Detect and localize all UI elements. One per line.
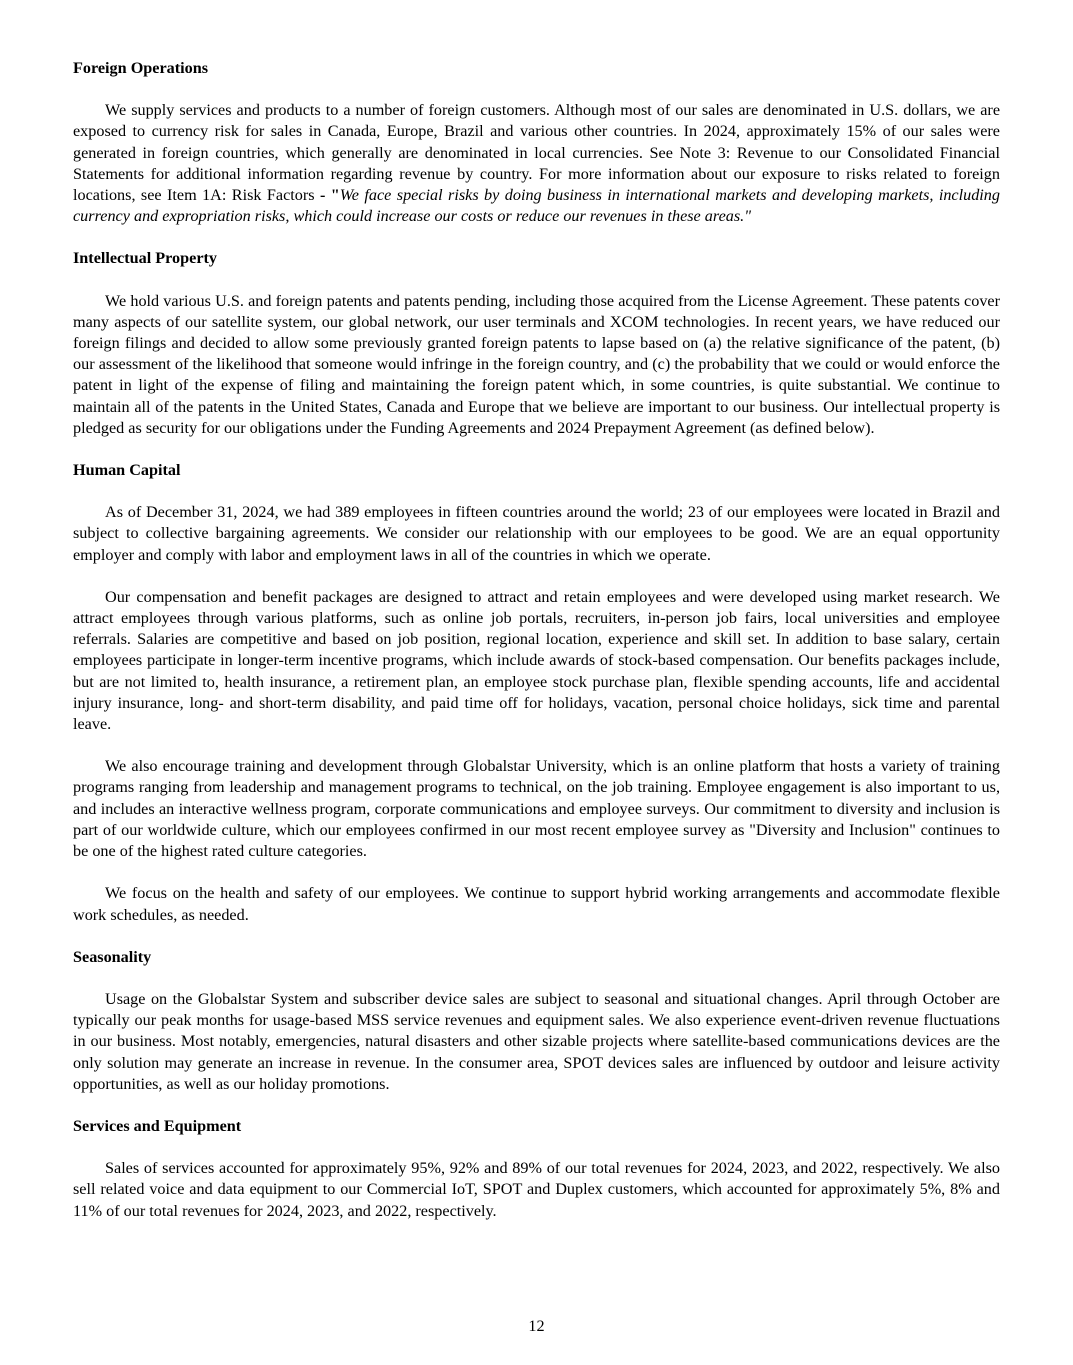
section-heading: Human Capital [73,461,181,480]
quote-separator: - " [314,186,340,205]
section-heading: Seasonality [73,947,152,966]
section-human-capital [73,460,1000,926]
paragraph: Our compensation and benefit packages are designed to attract and retain employees and were developed using market research. We attract employees through various platforms, such as online job portals, recruiters, in-person job fairs, local universities and employee referrals. Salaries are competitive and based on job position, regional location, experience and skill set. In addition to base salary, certain employees participate in longer-term incentive programs, which include awards of stock-based compensation. Our benefits packages include, but are not limited to, health insurance, a retirement plan, an employee stock purchase plan, flexible spending accounts, life and accidental injury insurance, long- and short-term disability, and paid time off for holidays, vacation, personal choice holidays, sick time and parental leave. [73,587,1000,734]
section-heading: Services and Equipment [73,1116,242,1135]
paragraph-text: We supply services and products to a number of foreign customers. Although most of our sales are denominated in U.S. dollars, we are exposed to currency risk for sales in Canada, Europe, Brazil and various other countries. In 2024, approximately 15% of our sales were generated in foreign countries, which generally are denominated in local currencies. See Note 3: Revenue to our Consolidated Financial Statements for additional information regarding revenue by country. For more information about our exposure to risks related to foreign locations, see Item 1A: Risk Factors [73,101,1000,205]
section-foreign-operations [73,58,1000,227]
section-seasonality [73,947,1000,1095]
paragraph: We hold various U.S. and foreign patents and patents pending, including those acquired from the License Agreement. These patents cover many aspects of our satellite system, our global network, our user terminals and XCOM technologies. In recent years, we have reduced our foreign filings and decided to allow some previously granted foreign patents to lapse based on (a) the relative significance of the patent, (b) our assessment of the likelihood that someone would infringe in the foreign country, and (c) the probability that we could or would enforce the patent in light of the expense of filing and maintaining the foreign patent which, in some countries, is quite substantial. We continue to maintain all of the patents in the United States, Canada and Europe that we believe are important to our business. Our intellectual property is pledged as security for our obligations under the Funding Agreements and 2024 Prepayment Agreement (as defined below). [73,291,1000,437]
paragraph: We also encourage training and development through Globalstar University, which is an online platform that hosts a variety of training programs ranging from leadership and management programs to technical, on the job training. Employee engagement is also important to us, and includes an interactive wellness program, corporate communications and employee surveys. Our commitment to diversity and inclusion is part of our worldwide culture, which our employees confirmed in our most recent employee survey as "Diversity and Inclusion" continues to be one of the highest rated culture categories. [73,757,1000,861]
paragraph: We focus on the health and safety of our employees. We continue to support hybrid working arrangements and accommodate flexible work schedules, as needed. [73,884,1000,924]
paragraph: Sales of services accounted for approximately 95%, 92% and 89% of our total revenues for 2024, 2023, and 2022, respectively. We also sell related voice and data equipment to our Commercial IoT, SPOT and Duplex customers, which accounted for approximately 5%, 8% and 11% of our total revenues for 2024, 2023, and 2022, respectively. [73,1159,1000,1220]
paragraph: As of December 31, 2024, we had 389 employees in fifteen countries around the world; 23 of our employees were located in Brazil and subject to collective bargaining agreements. We consider our relationship with our employees to be good. We are an equal opportunity employer and comply with labor and employment laws in all of the countries in which we operate. [73,503,1000,564]
paragraph [73,100,1000,227]
risk-factor-quote: We face special risks by doing business in international markets and developing markets, including currency and expropriation risks, which could increase our costs or reduce our revenues in these areas." [73,186,1000,226]
paragraph: Usage on the Globalstar System and subscriber device sales are subject to seasonal and situational changes. April through October are typically our peak months for usage-based MSS service revenues and equipment sales. We also experience event-driven revenue fluctuations in our business. Most notably, emergencies, natural disasters and other sizable projects where satellite-based communications devices are the only solution may generate an increase in revenue. In the consumer area, SPOT devices sales are influenced by outdoor and leisure activity opportunities, as well as our holiday promotions. [73,989,1000,1093]
document-page [73,58,1000,1243]
section-intellectual-property [73,248,1000,439]
page-number: 12 [528,1317,545,1335]
section-heading: Intellectual Property [73,249,218,268]
section-heading: Foreign Operations [73,59,209,77]
section-services-and-equipment [73,1116,1000,1222]
